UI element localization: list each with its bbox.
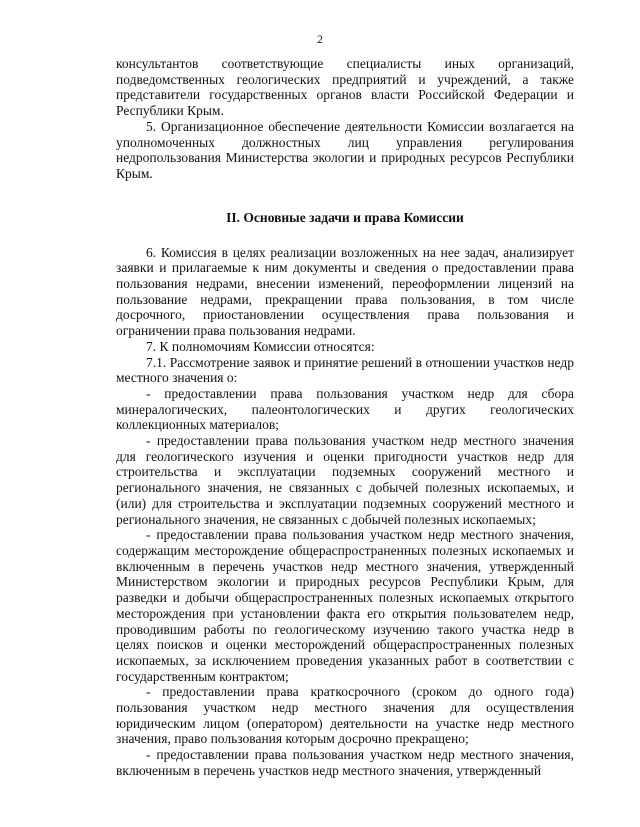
- paragraph-continuation: консультантов соответствующие специалисты иных организаций, подведомственных геологических предприятий и учреждений, а также представители государственных органов власти Российской Федерации и Республики Крым.: [116, 56, 574, 119]
- paragraph-item-7-1: 7.1. Рассмотрение заявок и принятие решений в отношении участков недр местного значения о:: [116, 354, 574, 386]
- paragraph-item-7: 7. К полномочиям Комиссии относятся:: [146, 338, 375, 354]
- document-body: [116, 56, 574, 779]
- list-item-short-term-use: - предоставлении права краткосрочного (сроком до одного года) пользования участком недр местного значения для осуществления юридическим лицом (оператором) деятельности на участке недр местного значения, право пользования которым досрочно прекращено;: [116, 684, 574, 747]
- paragraph-item-5: 5. Организационное обеспечение деятельности Комиссии возлагается на уполномоченных должностных лиц управления регулирования недропользования Министерства экологии и природных ресурсов Республики Крым.: [116, 118, 574, 181]
- list-item-collection-materials: - предоставлении права пользования участком недр для сбора минералогических, палеонтологических и других геологических коллекционных материалов;: [116, 385, 574, 433]
- paragraph-item-6: 6. Комиссия в целях реализации возложенных на нее задач, анализирует заявки и прилагаемые к ним документы и сведения о предоставлении права пользования недрами, внесении изменений, переоформлении лицензий на пользование недрами, прекращении права пользования, в том числе досрочного, приостановлении осуществления права пользования и ограничении права пользования недрами.: [116, 244, 574, 339]
- list-item-deposit-development: - предоставлении права пользования участком недр местного значения, содержащим месторождение общераспространенных полезных ископаемых и включенным в перечень участков недр местного значения, утвержденный Министерством экологии и природных ресурсов Республики Крым, для разведки и добычи общераспространенных полезных ископаемых открытого месторождения при установлении факта его открытия пользователем недр, проводившим работы по геологическому изучению такого участка недр в целях поисков и оценки месторождений общераспространенных полезных ископаемых, за исключением проведения указанных работ в соответствии с государственным контрактом;: [116, 527, 574, 684]
- list-item-underground-structures: - предоставлении права пользования участком недр местного значения для геологического изучения и оценки пригодности участков недр для строительства и эксплуатации подземных сооружений местного и регионального значения, не связанных с добычей полезных ископаемых, и (или) для строительства и эксплуатации подземных сооружений местного и регионального значения, не связанных с добычей полезных ископаемых;: [116, 433, 574, 527]
- page-number: 2: [317, 32, 323, 46]
- section-heading: II. Основные задачи и права Комиссии: [226, 209, 464, 225]
- list-item-approved-list: - предоставлении права пользования участком недр местного значения, включенным в перечень участков недр местного значения, утвержденный: [116, 747, 574, 778]
